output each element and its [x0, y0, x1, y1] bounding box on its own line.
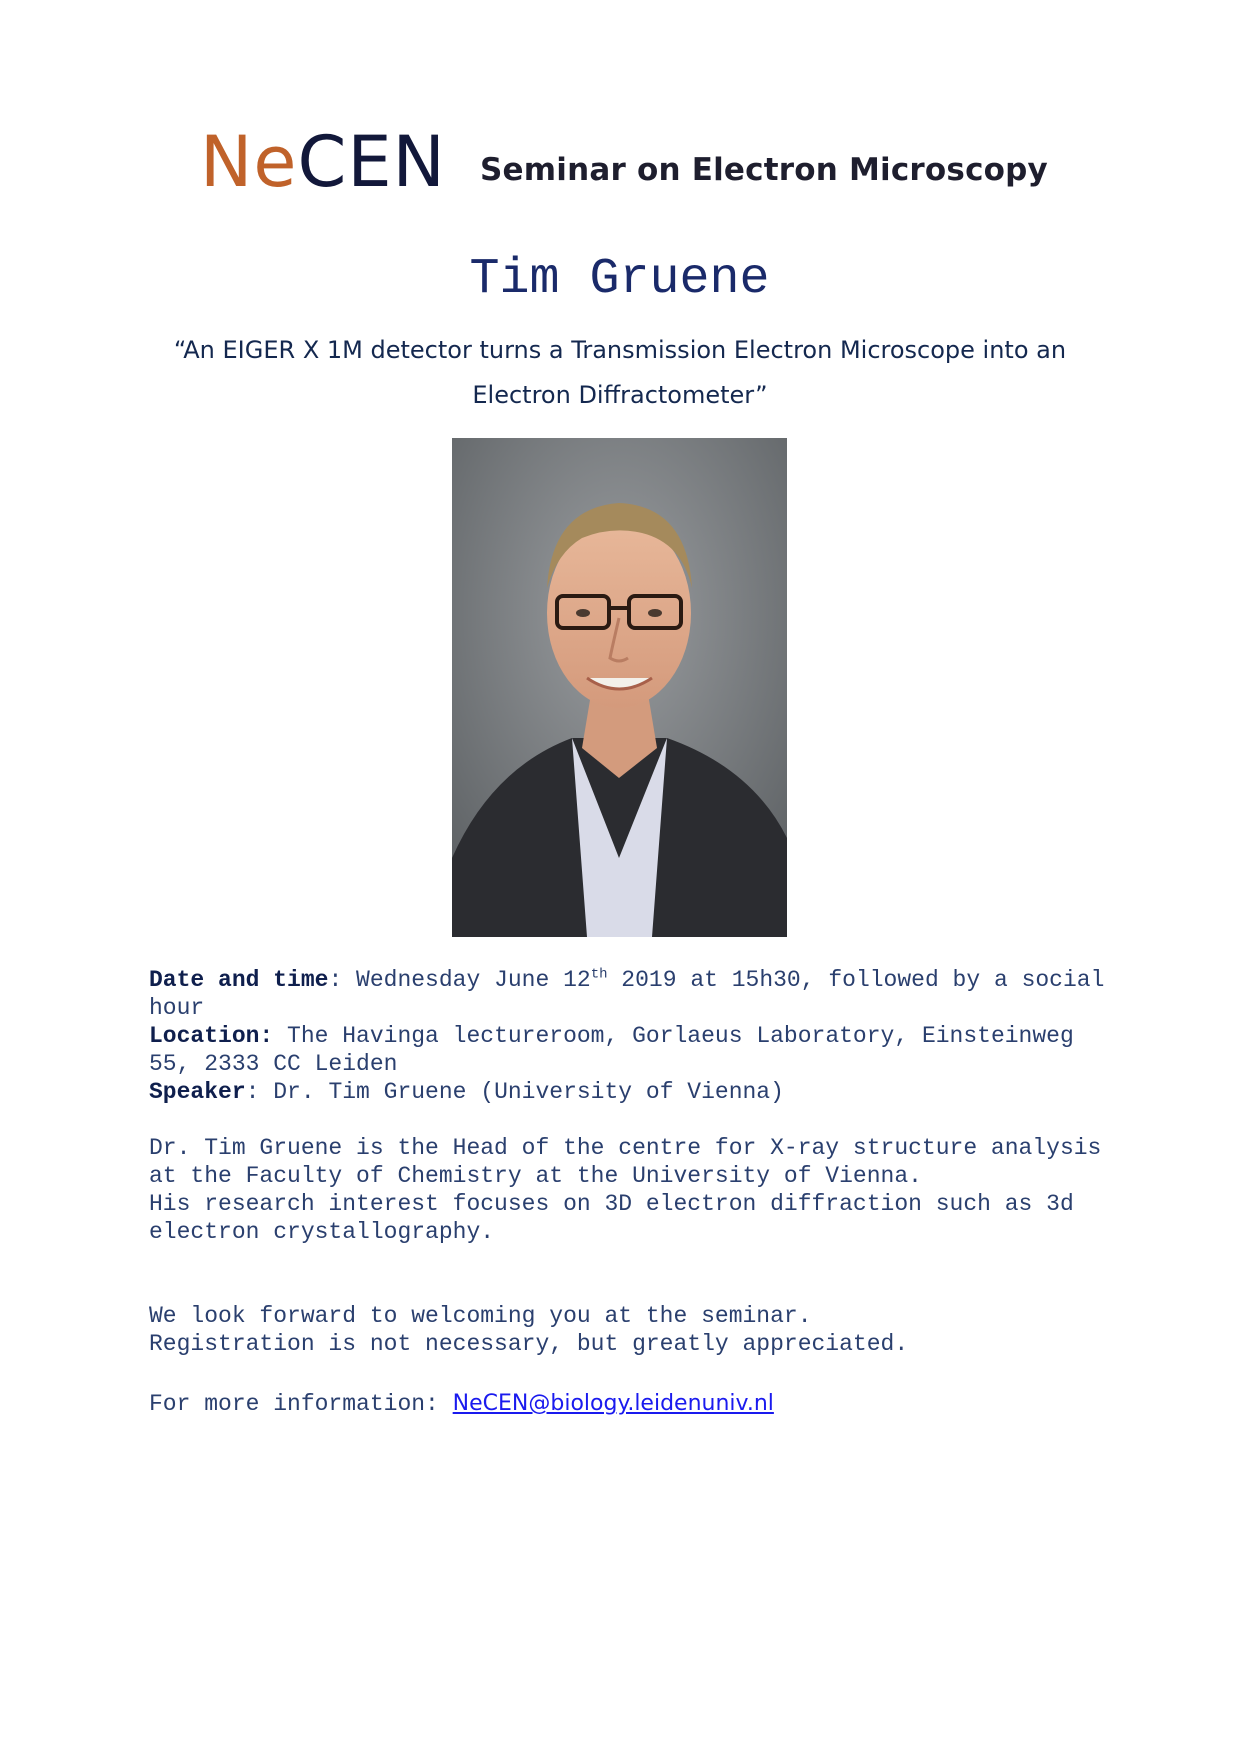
seminar-series-title: Seminar on Electron Microscopy — [480, 152, 1048, 188]
date-line — [149, 966, 1109, 1022]
speaker-portrait — [452, 438, 787, 937]
speaker-name-heading: Tim Gruene — [469, 251, 770, 308]
speaker-line — [149, 1078, 1109, 1106]
logo-ne: Ne — [200, 121, 298, 203]
logo-cen: CEN — [297, 121, 446, 203]
bio-paragraph-1: Dr. Tim Gruene is the Head of the centre for X-ray structure analysis at the Faculty of Chemistry at the University of Vienna. — [149, 1135, 1102, 1189]
registration-text: Registration is not necessary, but greatly appreciated. — [149, 1331, 909, 1357]
welcome-text: We look forward to welcoming you at the seminar. — [149, 1303, 812, 1329]
more-info-label: For more information: — [149, 1391, 453, 1417]
event-details — [149, 966, 1109, 1418]
date-value-post: 2019 at 15h30, followed by a social hour — [149, 967, 1105, 1021]
necen-logo — [200, 122, 446, 202]
talk-title: “An EIGER X 1M detector turns a Transmission Electron Microscope into an Electron Diffractometer” — [173, 336, 1067, 409]
speaker-label: Speaker — [149, 1079, 246, 1105]
portrait-illustration — [452, 438, 787, 937]
speaker-value: : Dr. Tim Gruene (University of Vienna) — [245, 1079, 784, 1105]
header — [200, 122, 1060, 202]
more-info-line — [149, 1390, 1109, 1418]
bio-paragraph-2: His research interest focuses on 3D electron diffraction such as 3d electron crystallography. — [149, 1191, 1074, 1245]
date-label: Date and time — [149, 967, 329, 993]
contact-email-link[interactable]: NeCEN@biology.leidenuniv.nl — [452, 1391, 774, 1416]
location-value: The Havinga lectureroom, Gorlaeus Laboratory, Einsteinweg 55, 2333 CC Leiden — [149, 1023, 1074, 1077]
location-label: Location: — [149, 1023, 274, 1049]
location-line — [149, 1022, 1109, 1078]
date-superscript: th — [590, 966, 608, 983]
date-value-pre: : Wednesday June 12 — [328, 967, 591, 993]
